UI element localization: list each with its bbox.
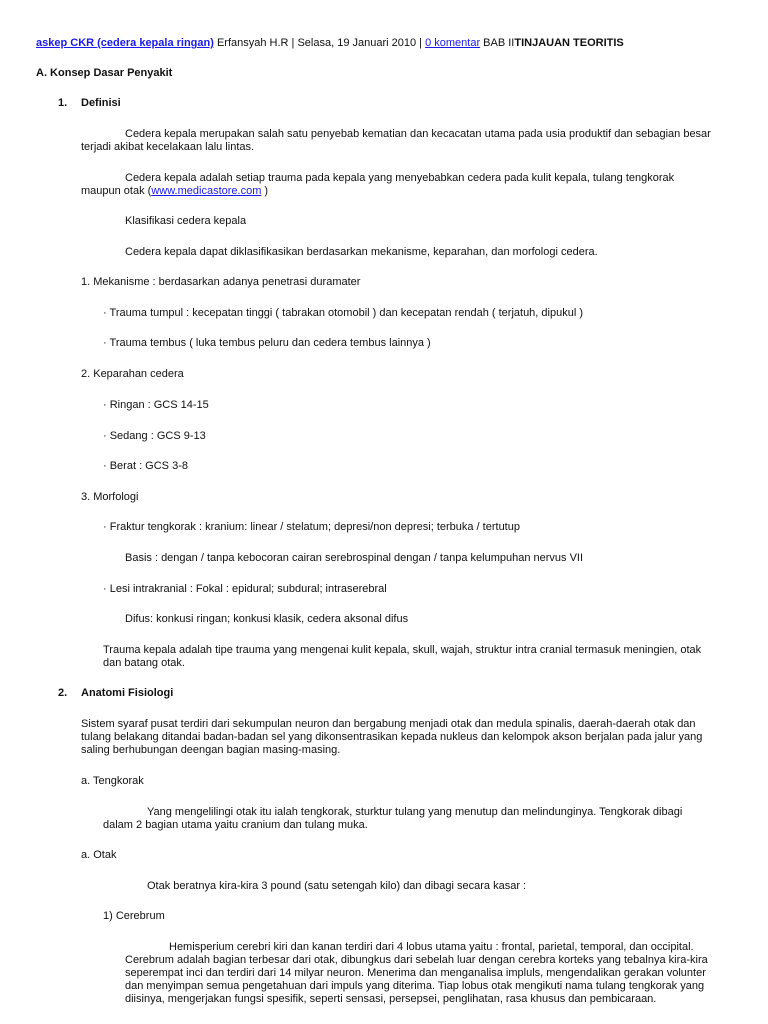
post-header (36, 37, 624, 50)
item-title: Anatomi Fisiologi (81, 687, 174, 699)
paragraph-line: diisinya, mengerjakan fungsi spesifik, seperti sensasi, persepsei, penglihatan, rasa khusus dan pembicaraan. (125, 993, 657, 1005)
paragraph-line: Sistem syaraf pusat terdiri dari sekumpulan neuron dan bergabung menjadi otak dan medula spinalis, daerah-daerah otak dan (81, 718, 696, 730)
paragraph-line: Cerebrum adalah bagian terbesar dari otak, dibungkus dari sebelah luar dengan cerebra korteks yang tebalnya kira-kira (125, 954, 708, 966)
paragraph-line: tulang belakang ditandai badan-badan sel yang dikonsentrasikan kepada nukleus dan kelompok akson berjalan pada jalur yang (81, 731, 703, 743)
item-number: 2. (58, 687, 68, 699)
list-item: · Berat : GCS 3-8 (103, 460, 188, 472)
paragraph-line: Cedera kepala dapat diklasifikasikan berdasarkan mekanisme, keparahan, dan morfologi cedera. (125, 246, 598, 258)
text-fragment: maupun otak ( (81, 185, 152, 197)
item-number: 1. (58, 97, 68, 109)
paragraph-line: dan batang otak. (103, 657, 185, 669)
list-item: · Fraktur tengkorak : kranium: linear / stelatum; depresi/non depresi; terbuka / tertutup (103, 521, 520, 533)
paragraph-line: Hemisperium cerebri kiri dan kanan terdiri dari 4 lobus utama yaitu : frontal, parietal, temporal, dan occipital. (169, 941, 694, 953)
paragraph-line: saling berhubungan deengan bagian masing-masing. (81, 744, 341, 756)
list-item: Basis : dengan / tanpa kebocoran cairan serebrospinal dengan / tanpa kelumpuhan nervus VII (125, 552, 584, 564)
text-fragment: ) (261, 185, 269, 197)
list-heading: a. Tengkorak (81, 775, 144, 787)
chapter-prefix: BAB II (480, 37, 515, 49)
chapter-title: TINJAUAN TEORITIS (514, 37, 624, 49)
list-item: Difus: konkusi ringan; konkusi klasik, cedera aksonal difus (125, 613, 409, 625)
paragraph-line: dan menyimpan semua pengetahuan dari impuls yang diterima. Tiap lobus otak mengikuti nama tulang tengkorak yang (125, 980, 705, 992)
paragraph-line: Cedera kepala adalah setiap trauma pada kepala yang menyebabkan cedera pada kulit kepala, tulang tengkorak (125, 172, 675, 184)
list-item: · Sedang : GCS 9-13 (103, 430, 206, 442)
list-heading: 3. Morfologi (81, 491, 139, 503)
item-title: Definisi (81, 97, 121, 109)
list-item: · Trauma tumpul : kecepatan tinggi ( tabrakan otomobil ) dan kecepatan rendah ( terjatuh, dipukul ) (103, 307, 583, 319)
list-heading: 1) Cerebrum (103, 910, 165, 922)
list-heading: 2. Keparahan cedera (81, 368, 184, 380)
post-meta: Erfansyah H.R | Selasa, 19 Januari 2010 | (213, 37, 426, 49)
paragraph-line: terjadi akibat kecelakaan lalu lintas. (81, 141, 255, 153)
list-item: · Ringan : GCS 14-15 (103, 399, 209, 411)
list-item: · Lesi intrakranial : Fokal : epidural; subdural; intraserebral (103, 583, 387, 595)
paragraph-line: Otak beratnya kira-kira 3 pound (satu setengah kilo) dan dibagi secara kasar : (147, 880, 527, 892)
section-heading: A. Konsep Dasar Penyakit (36, 67, 173, 79)
paragraph-line: dalam 2 bagian utama yaitu cranium dan tulang muka. (103, 819, 368, 831)
paragraph-line: Cedera kepala merupakan salah satu penyebab kematian dan kecacatan utama pada usia produktif dan sebagian besar (125, 128, 711, 140)
post-title-link[interactable]: askep CKR (cedera kepala ringan) (36, 37, 214, 49)
paragraph-line: Klasifikasi cedera kepala (125, 215, 247, 227)
paragraph-line: Yang mengelilingi otak itu ialah tengkorak, sturktur tulang yang menutup dan melindunginya. Tengkorak dibagi (147, 806, 683, 818)
list-item: · Trauma tembus ( luka tembus peluru dan cedera tembus lainnya ) (103, 337, 431, 349)
list-heading: a. Otak (81, 849, 117, 861)
paragraph-line: seperempat inci dan terdiri dari 14 milyar neuron. Menerima dan menganalisa impluls, mengendalikan gerakan volunter (125, 967, 706, 979)
comment-link[interactable]: 0 komentar (425, 37, 481, 49)
medicastore-link[interactable]: www.medicastore.com (151, 185, 262, 197)
list-heading: 1. Mekanisme : berdasarkan adanya penetrasi duramater (81, 276, 361, 288)
paragraph-line (81, 185, 268, 198)
paragraph-line: Trauma kepala adalah tipe trauma yang mengenai kulit kepala, skull, wajah, struktur intra cranial termasuk meningien, otak (103, 644, 702, 656)
